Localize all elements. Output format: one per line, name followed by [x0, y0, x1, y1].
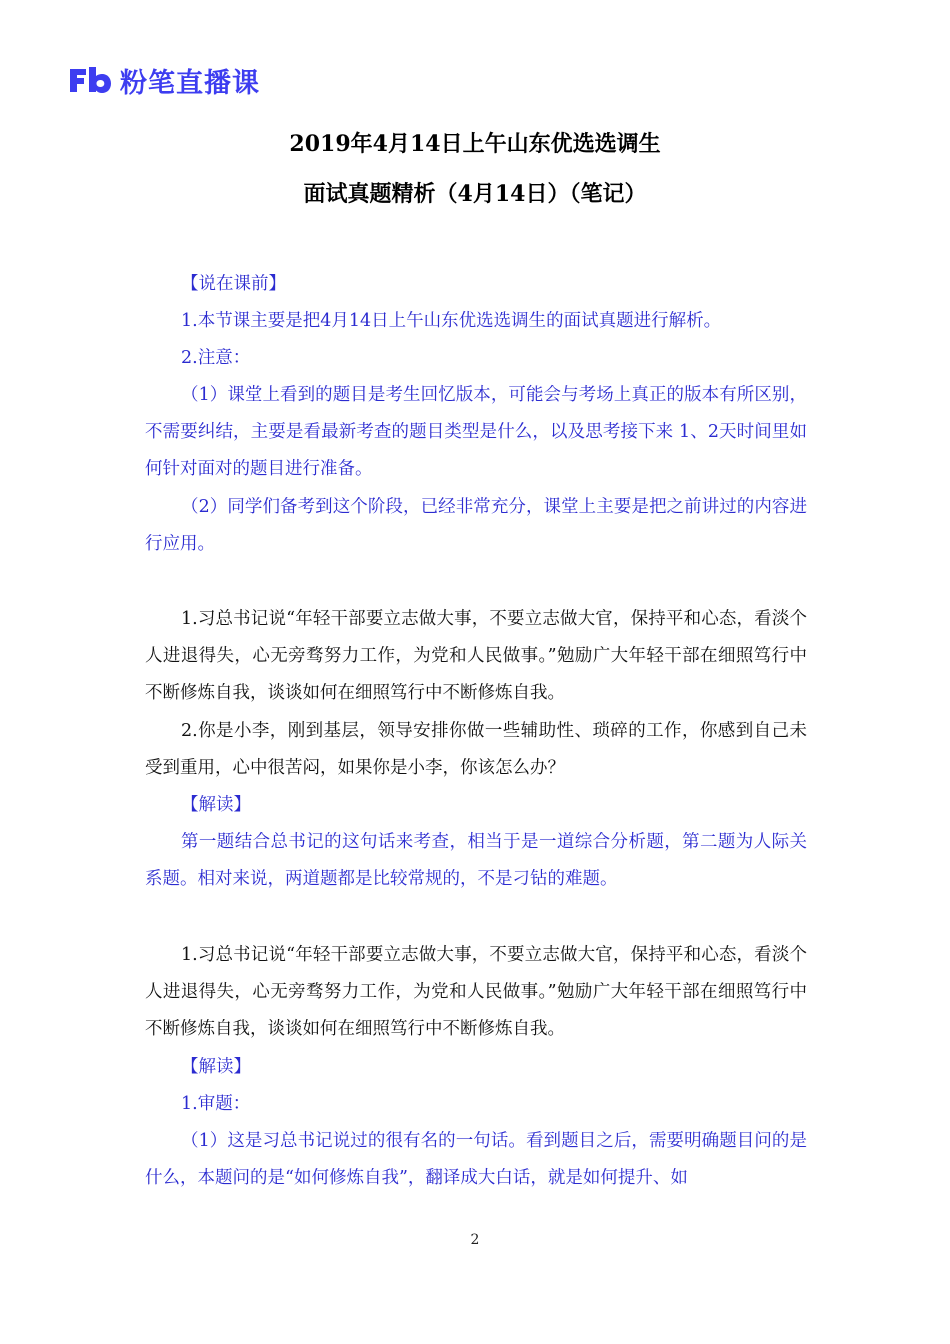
intro-paragraph-1: 1.本节课主要是把4月14日上午山东优选选调生的面试真题进行解析。 [181, 311, 722, 331]
document-title-line-1: 2019年4月14日上午山东优选选调生 [289, 131, 661, 157]
intro-paragraph-3: （1）课堂上看到的题目是考生回忆版本，可能会与考场上真正的版本有所区别，不需要纠结，主要是看最新考查的题目类型是什么，以及思考接下来 1、2天时间里如何针对面对的题目进行准备。 [145, 385, 807, 479]
question-1: 1.习总书记说“年轻干部要立志做大事，不要立志做大官，保持平和心态，看淡个人进退得失，心无旁骛努力工作，为党和人民做事。”勉励广大年轻干部在细照笃行中不断修炼自我，谈谈如何在细照笃行中不断修炼自我。 [145, 609, 807, 703]
reading-heading-2: 【解读】 [181, 1057, 251, 1077]
reading-heading-1: 【解读】 [181, 795, 251, 815]
intro-paragraph-2: 2.注意： [181, 348, 251, 368]
intro-paragraph-4: （2）同学们备考到这个阶段，已经非常充分，课堂上主要是把之前讲过的内容进行应用。 [145, 497, 807, 554]
fb-logo-icon [68, 65, 112, 95]
brand-logo-text: 粉笔直播课 [120, 67, 260, 99]
reading-text-1: 第一题结合总书记的这句话来考查，相当于是一道综合分析题，第二题为人际关系题。相对来说，两道题都是比较常规的，不是刁钻的难题。 [145, 832, 807, 889]
analysis-paragraph-1: （1）这是习总书记说过的很有名的一句话。看到题目之后，需要明确题目问的是什么，本题问的是“如何修炼自我”，翻译成大白话，就是如何提升、如 [145, 1131, 807, 1188]
document-title-line-2: 面试真题精析（4月14日）（笔记） [303, 181, 647, 207]
page-number: 2 [470, 1232, 480, 1248]
analysis-step-1: 1.审题： [181, 1094, 251, 1114]
brand-logo [68, 60, 260, 100]
question-2: 2.你是小李，刚到基层，领导安排你做一些辅助性、琐碎的工作，你感到自己未受到重用，心中很苦闷，如果你是小李，你该怎么办？ [145, 721, 807, 778]
section2-question-1: 1.习总书记说“年轻干部要立志做大事，不要立志做大官，保持平和心态，看淡个人进退得失，心无旁骛努力工作，为党和人民做事。”勉励广大年轻干部在细照笃行中不断修炼自我，谈谈如何在细照笃行中不断修炼自我。 [145, 945, 807, 1039]
intro-heading: 【说在课前】 [181, 274, 286, 294]
